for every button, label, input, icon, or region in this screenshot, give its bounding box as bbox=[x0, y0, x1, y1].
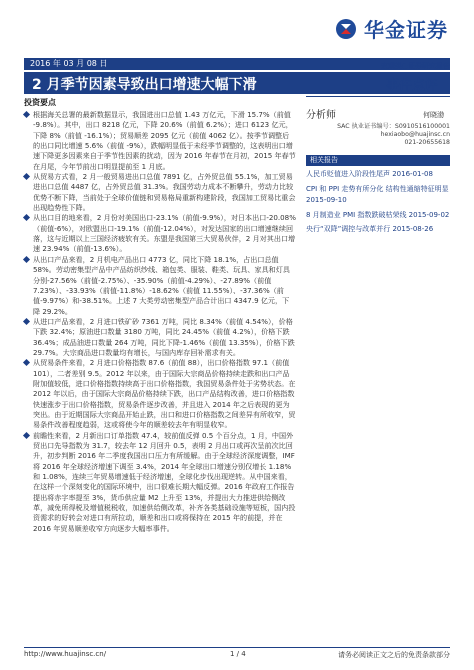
analyst-cert: SAC 执业证书编号：S0910516100001 bbox=[337, 123, 450, 130]
related-reports-title: 相关报告 bbox=[306, 155, 450, 166]
paragraph: 从贸易条件来看，2 月进口价格指数 87.6（前值 88），出口价格指数 97.1（前值 101），二者差别 9.5。2012 年以来，由于国际大宗商品价格持续走跌和出口产品附加值较低，进口价格指数持续高于出口价格指数，我国贸易条件处于劣势状态。在 2012 年以后，由于国际大宗商品价格持续下跌，出口产品结构改善，进口价格指数快速涨步于出口价格指数，贸易条件逐步改善，并且进入 2014 年之后表现的更为突出。由于近期国际大宗商品开始止跌，出口和进口价格指数之间差异有所收窄，贸易条件改善程度趋弱，这或将使今年的顺差较去年有明显收窄。 bbox=[24, 358, 296, 430]
related-report-link[interactable]: 央行“双降”调控与改革并行 2015-08-26 bbox=[306, 225, 434, 233]
related-report-link[interactable]: 人民币贬值进入阶段性尾声 2016-01-08 bbox=[306, 170, 433, 178]
footer-url[interactable]: http://www.huajinsc.cn/ bbox=[24, 650, 107, 658]
related-report-link[interactable]: 8 月制造业 PMI 指数跌破枯荣线 2015-09-02 bbox=[306, 210, 450, 219]
report-title: 2 月季节因素导致出口增速大幅下滑 bbox=[32, 77, 257, 93]
brand-logo bbox=[334, 14, 448, 43]
report-type: 事件点评 bbox=[385, 78, 438, 93]
paragraph: 从出口产品来看，2 月机电产品出口 4773 亿，同比下降 18.1%，占出口总值 58%。劳动密集型产品中产品纺织纱线、箱包类、服装、鞋类、玩具、家具和灯具分别-27.56%（前值-2.75%）、-35.90%（前值-4.29%）、-27.89%（前值 7.23%）、-33.93%（前值-11.8%）-18.62%（前值 11.55%）、-37.36%（前值-9.97%）和-38.51%。上述 7 大类劳动密集型产品合计出口 4347.9 亿元，下降 29.2%。 bbox=[24, 255, 296, 317]
section-title: 投资要点 bbox=[24, 98, 56, 107]
bullet-icon bbox=[23, 111, 30, 118]
bullet-icon bbox=[23, 318, 30, 325]
paragraph: 前瞻性来看，2 月新出口订单指数 47.4，较前值反弹 0.5 个百分点，1 月，中国外贸出口先导指数为 31.7，较去年 12 月回升 0.5，表明 2 月出口或再次呈前次比回升，初步判断 2016 年二季度我国出口压力有所缓解。由于全球经济深度调整，IMF 将 2016 年全球经济增速下调至 3.4%，2014 年全球出口增速分别仅增长 1.18% 和 1.08%，连续三年贸易增速低于经济增速，全球化步伐出现逆转。从中国来看，在这样一个深刻变化的国际环境中，出口很难长期大幅反弹。2016 年政府工作报告提出将赤字率提至 3%，货币供应量 M2 上升至 13%，并提出大力推进供给侧改革，减免所得税及增值税税收，加速供给侧改革，补齐各类基础设施等短板，国内投资需求的好转会对进口有所拉动，顺差和出口或将保持在 2015 年的前提，并在 2016 年贸易顺差收窄方向逐步大幅率事件。 bbox=[24, 431, 296, 534]
paragraph: 根据海关总署的最新数据显示，我国进出口总值 1.43 万亿元，下滑 15.7%（前值 -9.8%）。其中，出口 8218 亿元，下降 20.6%（前值 6.2%）；进口 6123 亿元，下降 8%（前值 -16.1%）；贸易顺差 2095 亿元（前值 4062 亿）。按季节调整后的出口同比增速 5.6%（前值 -9%），跌幅明显低于未经季节调整的，这表明出口增速下降更多因素来自于季节性因素的扰动，因为 2016 年春节在月初，2015 年春节在月尾，今年节前出口明显提前至 1 月底。 bbox=[24, 110, 296, 172]
related-report-link[interactable]: CPI 和 PPI 走势有所分化 结构性通缩特征明显 2015-09-10 bbox=[306, 184, 449, 204]
bullet-icon bbox=[23, 214, 30, 221]
analyst-info bbox=[306, 123, 450, 147]
sidebar bbox=[306, 100, 450, 239]
report-date: 2016 年 03 月 08 日 bbox=[30, 59, 108, 68]
brand-name: 华金证券 bbox=[364, 20, 448, 42]
analyst-email[interactable]: hexiaobo@huajinsc.cn bbox=[380, 131, 450, 138]
bullet-icon bbox=[23, 256, 30, 263]
related-reports-list bbox=[306, 169, 450, 236]
footer-divider bbox=[24, 647, 450, 648]
footer-disclaimer: 请务必阅读正文之后的免责条款部分 bbox=[338, 651, 450, 659]
analyst-name: 何晓渤 bbox=[423, 111, 444, 119]
bullet-icon bbox=[23, 173, 30, 180]
brand-logo-icon bbox=[334, 17, 358, 41]
analyst-phone: 021-20655618 bbox=[404, 139, 450, 146]
page-number: 1 / 4 bbox=[230, 650, 246, 658]
report-tags: 宏观类●证券研究报告 bbox=[380, 62, 450, 70]
main-content bbox=[24, 110, 296, 534]
divider bbox=[306, 96, 450, 97]
bullet-icon bbox=[23, 359, 30, 366]
paragraph: 从贸易方式看，2 月一般贸易进出口总值 7891 亿，占外贸总值 55.1%，加工贸易进出口总值 4487 亿，占外贸总值 31.3%。我国劳动力成本不断攀升，劳动力比较优势不断下降，当前处于全球价值链和贸易格局重新构建阶段，我国加工贸易比重会出现趋势性下降。 bbox=[24, 172, 296, 213]
paragraph: 从进口产品来看，2 月进口铁矿砂 7361 万吨，同比 8.34%（前值 4.54%），价格下跌 32.4%；原油进口数量 3180 万吨，同比 24.45%（前值 4.2%），价格下跌 36.4%；成品油进口数量 264 万吨，同比下降-1.46%（前值 13.35%），价格下跌 29.7%。大宗商品进口数量均有增长，与国内库存回补需求有关。 bbox=[24, 317, 296, 358]
paragraph: 从出口目的地来看，2 月份对美国出口-23.1%（前值-9.9%），对日本出口-20.08%（前值-6%），对欧盟出口-19.1%（前值-12.04%），对发达国家的出口增速继续回落，这与近期以上三国经济疲软有关。东盟是我国第三大贸易伙伴，2 月对其出口增速 23.94%（前值-13.6%）。 bbox=[24, 213, 296, 254]
bullet-icon bbox=[23, 432, 30, 439]
analyst-label: 分析师 bbox=[306, 110, 336, 121]
